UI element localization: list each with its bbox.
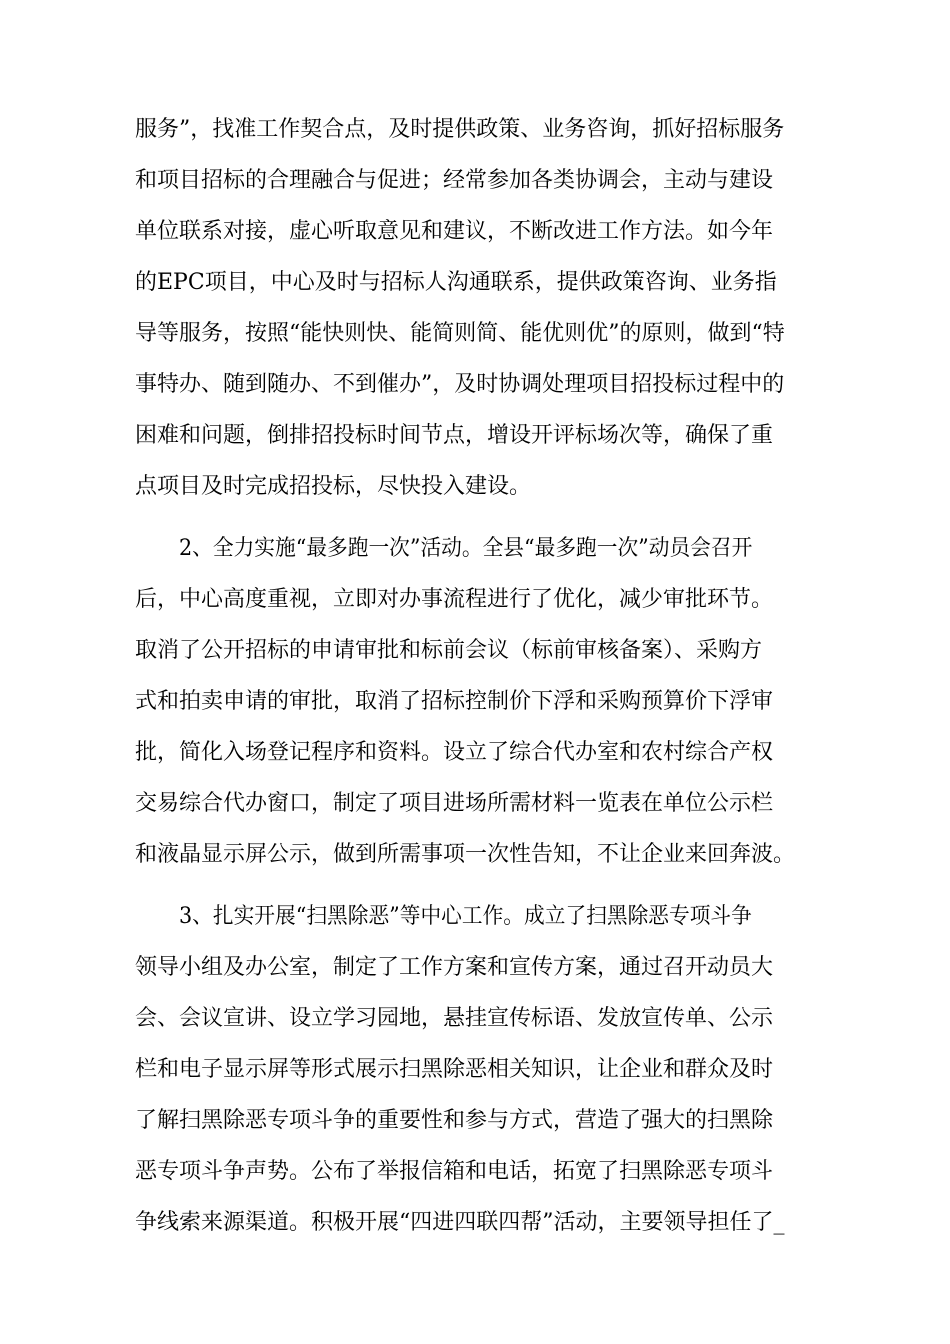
text-line: 服务”，找准工作契合点，及时提供政策、业务咨询，抓好招标服务: [135, 117, 785, 142]
text-line: 的EPC项目，中心及时与招标人沟通联系，提供政策咨询、业务指: [135, 270, 777, 295]
text-line: 和项目招标的合理融合与促进；经常参加各类协调会，主动与建设: [135, 168, 774, 193]
text-line: 和液晶显示屏公示，做到所需事项一次性告知，不让企业来回奔波。: [135, 842, 796, 867]
text-line: 困难和问题，倒排招投标时间节点，增设开评标场次等，确保了重: [135, 423, 774, 448]
text-line: 批，简化入场登记程序和资料。设立了综合代办室和农村综合产权: [135, 740, 774, 765]
text-line: 事特办、随到随办、不到催办”，及时协调处理项目招投标过程中的: [135, 372, 785, 397]
text-line: 领导小组及办公室，制定了工作方案和宣传方案，通过召开动员大: [135, 955, 774, 980]
text-line: 后，中心高度重视，立即对办事流程进行了优化，减少审批环节。: [135, 587, 774, 612]
text-line: 恶专项斗争声势。公布了举报信箱和电话，拓宽了扫黑除恶专项斗: [135, 1159, 774, 1184]
text-line: 会、会议宣讲、设立学习园地，悬挂宣传标语、发放宣传单、公示: [135, 1006, 774, 1031]
paragraph-first-line: 2、全力实施“最多跑一次”活动。全县“最多跑一次”动员会召开: [179, 536, 753, 561]
text-line: 点项目及时完成招投标，尽快投入建设。: [135, 474, 532, 499]
text-line: 式和拍卖申请的审批，取消了招标控制价下浮和采购预算价下浮审: [135, 689, 774, 714]
text-line: 取消了公开招标的申请审批和标前会议（标前审核备案）、采购方: [135, 638, 763, 663]
paragraph-first-line: 3、扎实开展“扫黑除恶”等中心工作。成立了扫黑除恶专项斗争: [179, 904, 752, 929]
text-line: 了解扫黑除恶专项斗争的重要性和参与方式，营造了强大的扫黑除: [135, 1108, 774, 1133]
text-line: 单位联系对接，虚心听取意见和建议，不断改进工作方法。如今年: [135, 219, 774, 244]
text-line: 栏和电子显示屏等形式展示扫黑除恶相关知识，让企业和群众及时: [135, 1057, 774, 1082]
text-line: 争线索来源渠道。积极开展“四进四联四帮”活动，主要领导担任了_: [135, 1210, 785, 1235]
text-line: 交易综合代办窗口，制定了项目进场所需材料一览表在单位公示栏: [135, 791, 774, 816]
text-line: 导等服务，按照“能快则快、能简则简、能优则优”的原则，做到“特: [135, 321, 785, 346]
